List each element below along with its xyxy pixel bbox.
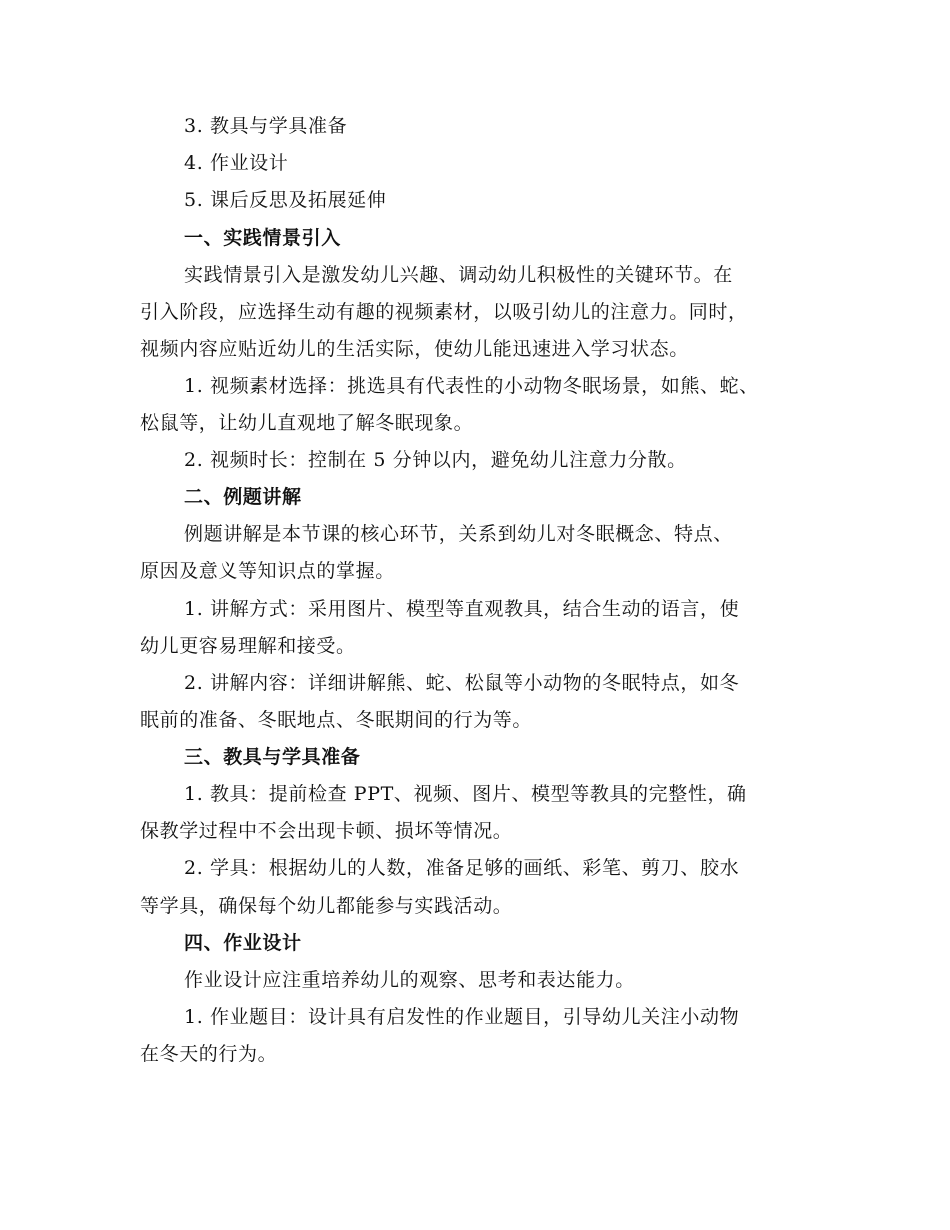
section-heading-2: 二、例题讲解 bbox=[184, 486, 302, 508]
paragraph-line: 例题讲解是本节课的核心环节，关系到幼儿对冬眠概念、特点、 bbox=[184, 523, 733, 545]
paragraph-line: 幼儿更容易理解和接受。 bbox=[140, 635, 356, 657]
paragraph-line: 实践情景引入是激发幼儿兴趣、调动幼儿积极性的关键环节。在 bbox=[184, 264, 733, 286]
paragraph-line: 1. 教具：提前检查 PPT、视频、图片、模型等教具的完整性，确 bbox=[184, 783, 747, 805]
paragraph-line: 1. 视频素材选择：挑选具有代表性的小动物冬眠场景，如熊、蛇、 bbox=[184, 375, 759, 397]
outline-item-4: 4. 作业设计 bbox=[184, 152, 289, 174]
paragraph-line: 1. 讲解方式：采用图片、模型等直观教具，结合生动的语言，使 bbox=[184, 598, 740, 620]
paragraph-line: 在冬天的行为。 bbox=[140, 1043, 278, 1065]
paragraph-line: 眠前的准备、冬眠地点、冬眠期间的行为等。 bbox=[140, 709, 533, 731]
outline-item-5: 5. 课后反思及拓展延伸 bbox=[184, 189, 387, 211]
paragraph-line: 原因及意义等知识点的掌握。 bbox=[140, 560, 395, 582]
paragraph-line: 2. 学具：根据幼儿的人数，准备足够的画纸、彩笔、剪刀、胶水 bbox=[184, 857, 740, 879]
paragraph-line: 1. 作业题目：设计具有启发性的作业题目，引导幼儿关注小动物 bbox=[184, 1006, 740, 1028]
section-heading-4: 四、作业设计 bbox=[184, 932, 302, 954]
paragraph-line: 视频内容应贴近幼儿的生活实际，使幼儿能迅速进入学习状态。 bbox=[140, 338, 689, 360]
section-heading-1: 一、实践情景引入 bbox=[184, 227, 341, 249]
section-heading-3: 三、教具与学具准备 bbox=[184, 746, 361, 768]
paragraph-line: 保教学过程中不会出现卡顿、损坏等情况。 bbox=[140, 820, 513, 842]
paragraph-line: 松鼠等，让幼儿直观地了解冬眠现象。 bbox=[140, 412, 474, 434]
paragraph-line: 等学具，确保每个幼儿都能参与实践活动。 bbox=[140, 895, 513, 917]
paragraph-line: 引入阶段，应选择生动有趣的视频素材，以吸引幼儿的注意力。同时， bbox=[140, 301, 748, 323]
paragraph-line: 2. 讲解内容：详细讲解熊、蛇、松鼠等小动物的冬眠特点，如冬 bbox=[184, 672, 740, 694]
outline-item-3: 3. 教具与学具准备 bbox=[184, 115, 348, 137]
paragraph-line: 2. 视频时长：控制在 5 分钟以内，避免幼儿注意力分散。 bbox=[184, 449, 687, 471]
paragraph-line: 作业设计应注重培养幼儿的观察、思考和表达能力。 bbox=[184, 969, 635, 991]
